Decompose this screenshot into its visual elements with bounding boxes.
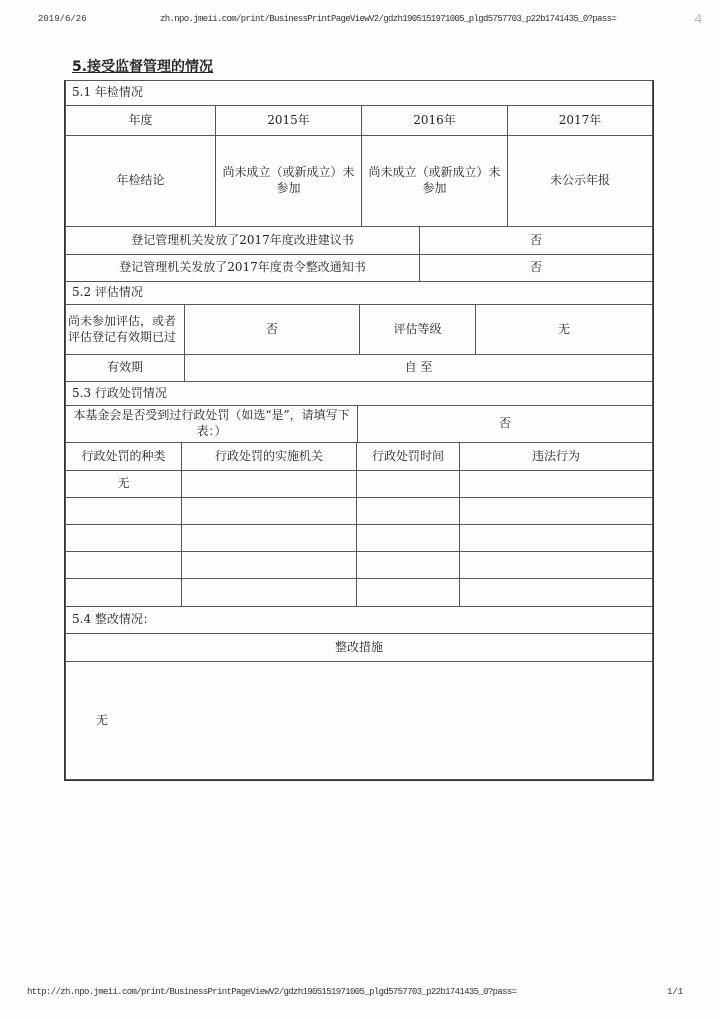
cell [460,525,653,552]
col-penalty-time: 行政处罚时间 [357,443,460,471]
cell [357,552,460,579]
section-5-4-label: 5.4 整改情况： [66,607,653,634]
year-2015: 2015年 [216,106,362,136]
col-penalty-type: 行政处罚的种类 [66,443,182,471]
section-title: 5.接受监督管理的情况 [72,59,214,75]
cell [357,498,460,525]
cell [182,498,357,525]
year-2017: 2017年 [508,106,653,136]
conclusion-2015: 尚未成立（或新成立）未参加 [216,136,362,227]
cell [460,498,653,525]
handwritten-mark: 4 [694,12,703,28]
section-5-3-label: 5.3 行政处罚情况 [66,382,653,406]
cell [182,471,357,498]
grade-value: 无 [476,305,653,355]
page-number: 1/1 [667,987,684,997]
table-row [66,525,653,552]
cell: 无 [66,471,182,498]
advice-label: 登记管理机关发放了2017年度改进建议书 [66,227,420,255]
notice-table [65,226,653,305]
col-violation: 违法行为 [460,443,653,471]
col-penalty-agency: 行政处罚的实施机关 [182,443,357,471]
cell [66,579,182,607]
table-row [66,498,653,525]
measures-label: 整改措施 [66,634,653,662]
year-2016: 2016年 [362,106,508,136]
table-row [66,471,653,498]
measures-value: 无 [66,662,653,780]
print-date: 2019/6/26 [38,14,87,24]
annual-inspection-table [65,80,653,227]
evaluation-table [65,304,653,406]
cell [460,471,653,498]
rectification-table [65,606,653,780]
advice-value: 否 [420,227,653,255]
section-5-1-label: 5.1 年检情况 [66,81,653,106]
cell [460,552,653,579]
cell [357,579,460,607]
penalty-table [65,442,653,607]
cell [66,498,182,525]
validity-value: 自 至 [185,355,653,382]
validity-label: 有效期 [66,355,185,382]
cell [357,471,460,498]
evaluation-question: 尚未参加评估，或者评估登记有效期已过 [66,305,185,355]
cell [460,579,653,607]
table-row [66,552,653,579]
supervision-table [64,80,654,781]
conclusion-label: 年检结论 [66,136,216,227]
cell [66,552,182,579]
conclusion-2017: 未公示年报 [508,136,653,227]
rectify-notice-label: 登记管理机关发放了2017年度责令整改通知书 [66,255,420,282]
cell [182,579,357,607]
table-row [66,579,653,607]
print-url: zh.npo.jmeii.com/print/BusinessPrintPageViewV2/gdzh1905151971005_plgd5757703_p22b1741435_0?pass= [160,14,617,24]
cell [66,525,182,552]
cell [182,525,357,552]
evaluation-answer: 否 [185,305,360,355]
cell [357,525,460,552]
rectify-notice-value: 否 [420,255,653,282]
conclusion-2016: 尚未成立（或新成立）未参加 [362,136,508,227]
year-header: 年度 [66,106,216,136]
footer-url: http://zh.npo.jmeii.com/print/BusinessPrintPageViewV2/gdzh1905151971005_plgd5757703_p22b1741435_0?pass= [27,987,517,997]
penalty-question-table [65,405,653,443]
penalty-question: 本基金会是否受到过行政处罚（如选“是”，请填写下表：） [66,406,358,443]
section-5-2-label: 5.2 评估情况 [66,282,653,305]
penalty-answer: 否 [358,406,653,443]
grade-label: 评估等级 [360,305,476,355]
cell [182,552,357,579]
